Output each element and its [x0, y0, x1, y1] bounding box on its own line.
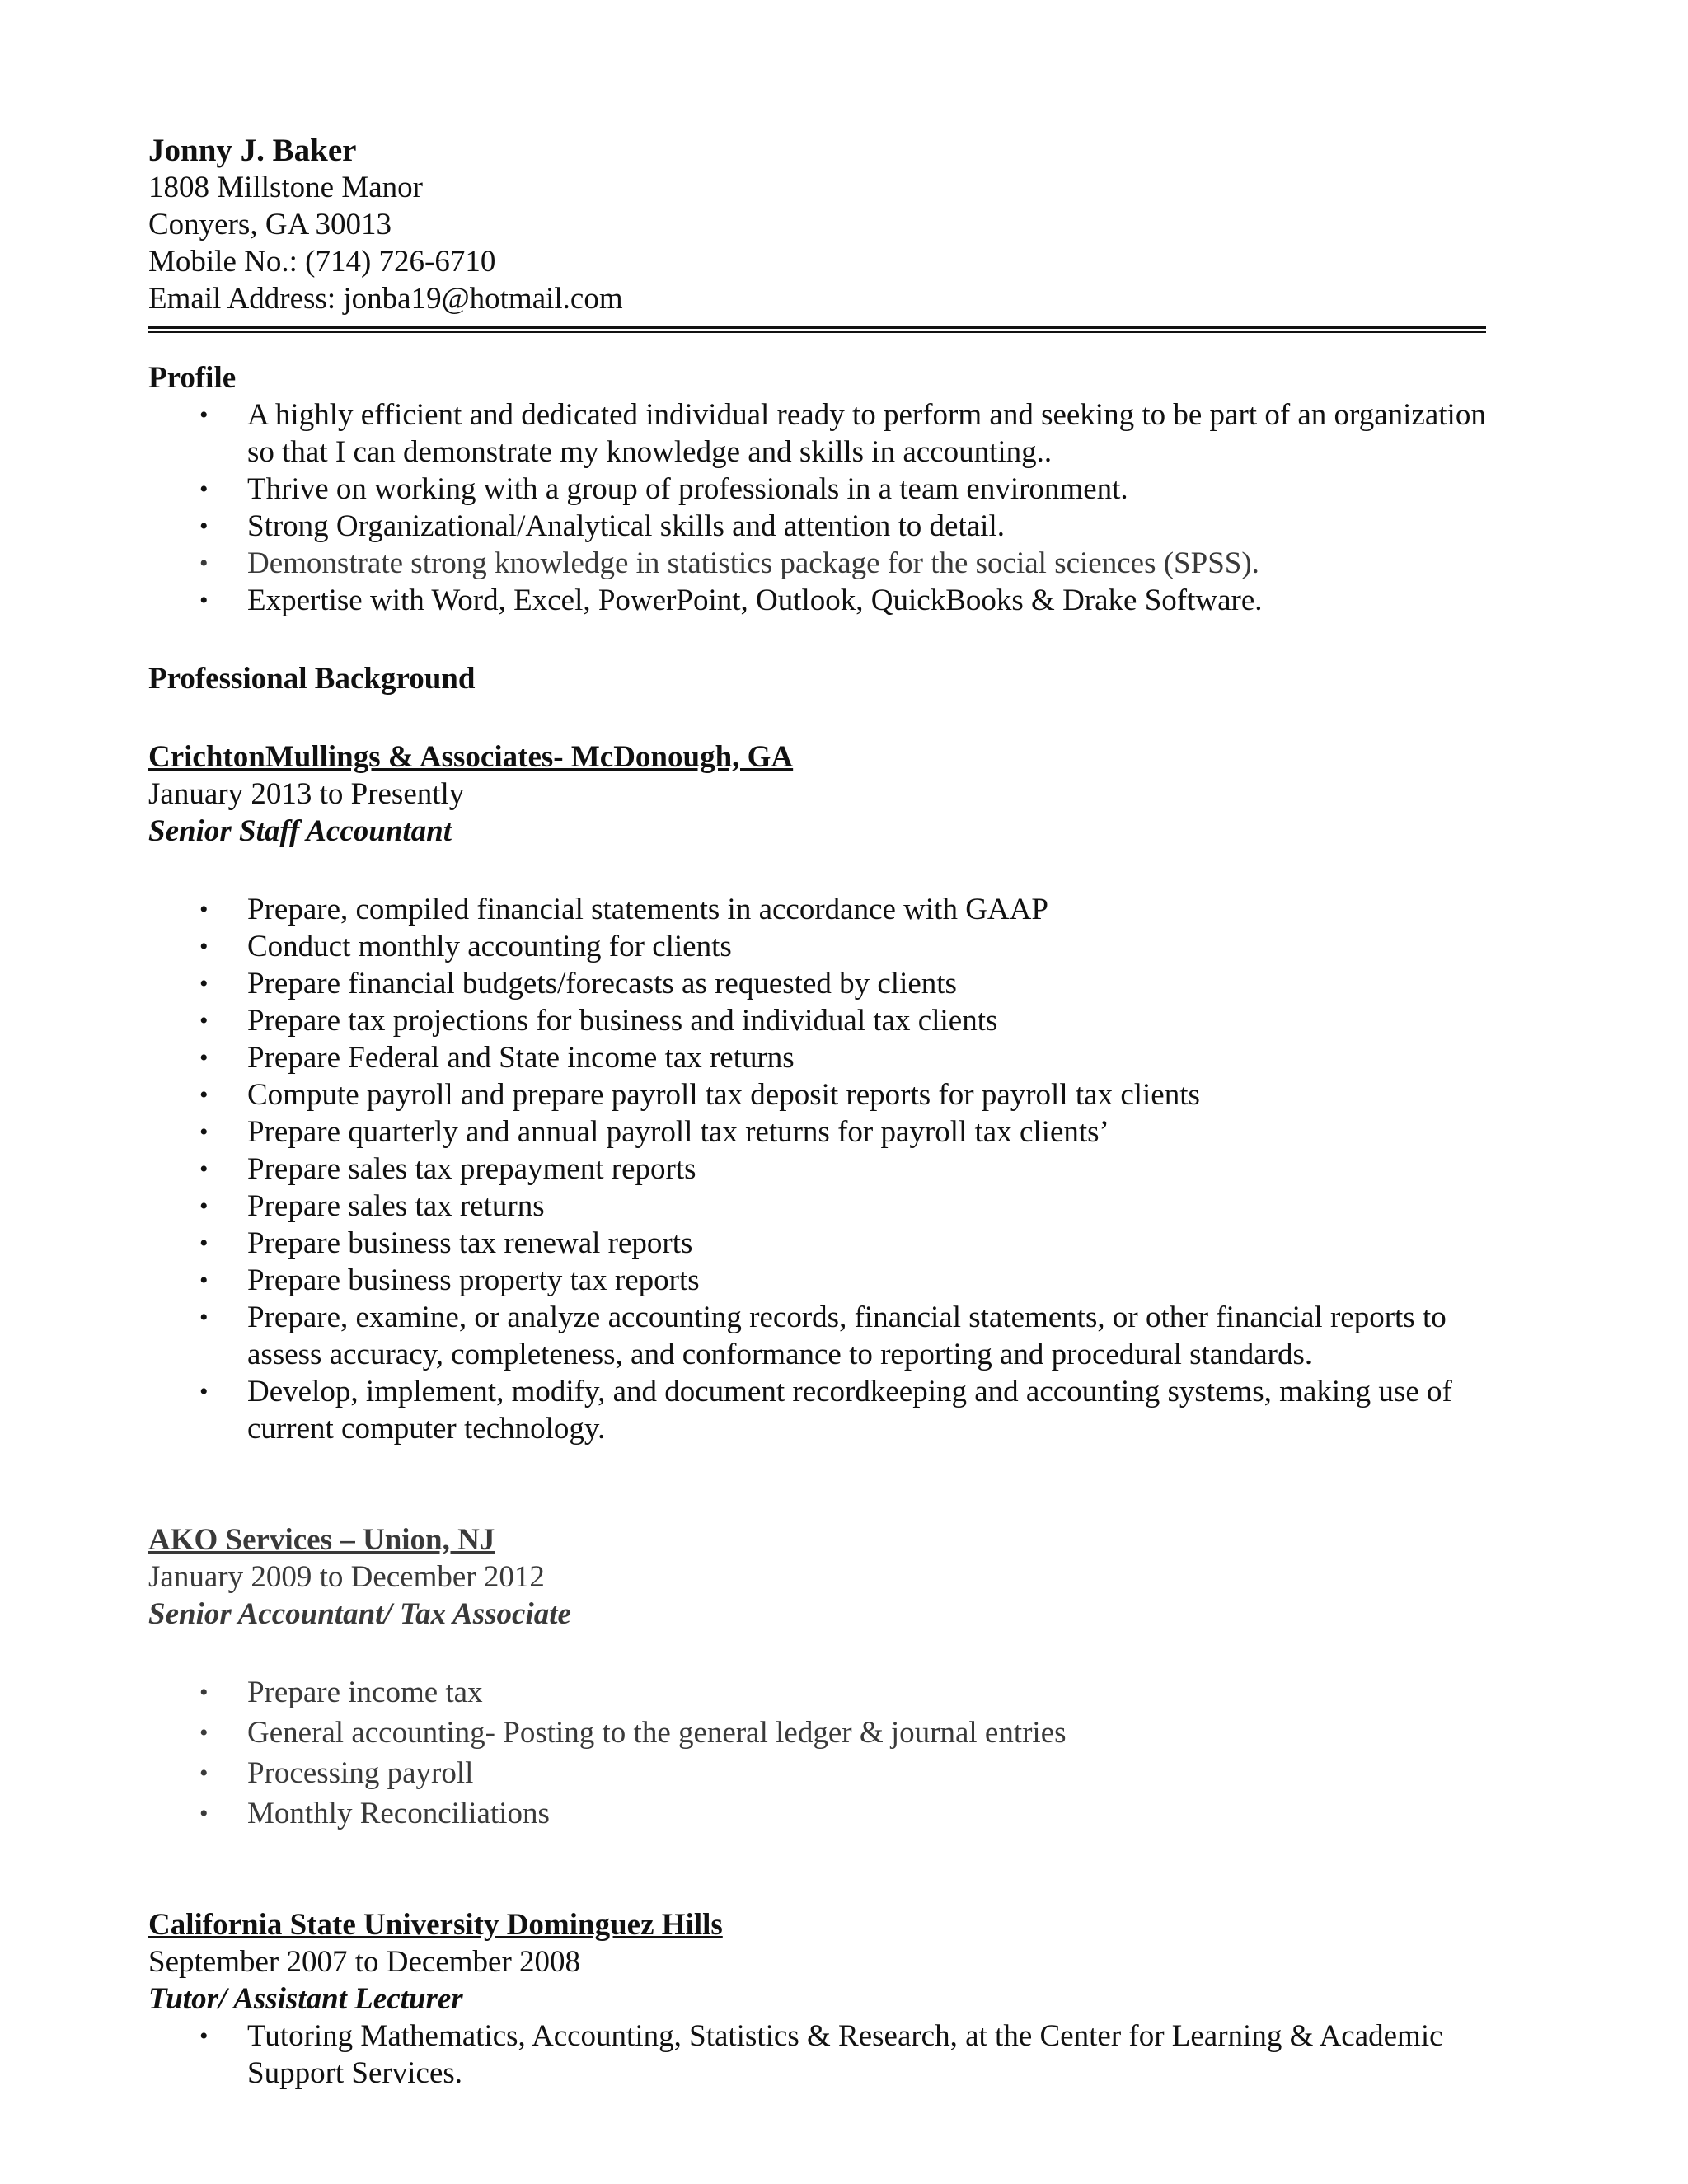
bullet-icon: •	[199, 1155, 209, 1183]
list-item: • Prepare Federal and State income tax returns	[199, 1041, 795, 1075]
bullet-icon: •	[199, 1304, 209, 1331]
bullet-icon: •	[199, 1118, 209, 1146]
list-item: • Compute payroll and prepare payroll tax deposit reports for payroll tax clients	[199, 1078, 1200, 1112]
bullet-icon: •	[199, 1044, 209, 1071]
bullet-icon: •	[199, 1230, 209, 1257]
bullet-icon: •	[199, 896, 209, 923]
bullet-icon: •	[199, 1193, 209, 1220]
list-item: • Thrive on working with a group of professionals in a team environment.	[199, 472, 1128, 506]
email-address: Email Address: jonba19@hotmail.com	[148, 282, 623, 316]
bullet-icon: •	[199, 401, 209, 429]
list-item: • Demonstrate strong knowledge in statistics package for the social sciences (SPSS).	[199, 546, 1259, 580]
header-divider	[148, 326, 1486, 333]
duties-list	[148, 1674, 1502, 1832]
applicant-name: Jonny J. Baker	[148, 133, 357, 168]
job-dates: January 2013 to Presently	[148, 777, 465, 811]
company-name: CrichtonMullings & Associates- McDonough, GA	[148, 740, 794, 774]
list-item: • Conduct monthly accounting for clients	[199, 930, 732, 963]
list-item: • Prepare, examine, or analyze accounting records, financial statements, or other financial reports to assess accuracy, completeness, and conformance to reporting and procedural standards.	[199, 1301, 1447, 1371]
job-title: Senior Accountant/ Tax Associate	[148, 1597, 571, 1631]
bullet-icon: •	[199, 1719, 209, 1746]
company-name: California State University Dominguez Hills	[148, 1908, 723, 1942]
list-item: • Prepare sales tax prepayment reports	[199, 1152, 696, 1186]
list-item: • Prepare business property tax reports	[199, 1263, 700, 1297]
job-title: Tutor/ Assistant Lecturer	[148, 1982, 463, 2016]
bullet-icon: •	[199, 2022, 209, 2050]
job-dates: January 2009 to December 2012	[148, 1560, 545, 1594]
list-item: • Tutoring Mathematics, Accounting, Statistics & Research, at the Center for Learning & Academic Support Services.	[199, 2019, 1443, 2090]
bullet-icon: •	[199, 587, 209, 614]
bullet-icon: •	[199, 1081, 209, 1108]
list-item: • Prepare financial budgets/forecasts as requested by clients	[199, 967, 957, 1001]
profile-list	[148, 396, 1502, 619]
job-entry	[148, 1521, 1502, 1832]
duties-list	[148, 891, 1502, 1447]
list-item: • Monthly Reconciliations	[199, 1797, 550, 1830]
address-line-2: Conyers, GA 30013	[148, 208, 392, 241]
list-item: • Prepare quarterly and annual payroll tax returns for payroll tax clients’	[199, 1115, 1109, 1149]
bullet-icon: •	[199, 1760, 209, 1787]
list-item: • Processing payroll	[199, 1756, 474, 1790]
list-item: • General accounting- Posting to the general ledger & journal entries	[199, 1716, 1067, 1750]
address-line-1: 1808 Millstone Manor	[148, 171, 423, 204]
bullet-icon: •	[199, 970, 209, 997]
bullet-icon: •	[199, 476, 209, 503]
duties-list	[148, 2018, 1502, 2092]
list-item: • Prepare tax projections for business and individual tax clients	[199, 1004, 998, 1038]
bullet-icon: •	[199, 1007, 209, 1034]
bullet-icon: •	[199, 1679, 209, 1706]
contact-block	[148, 132, 1502, 317]
list-item: • Develop, implement, modify, and document recordkeeping and accounting systems, making use of current computer technology.	[199, 1375, 1452, 1446]
list-item: • Prepare income tax	[199, 1675, 483, 1709]
bullet-icon: •	[199, 513, 209, 540]
bullet-icon: •	[199, 1267, 209, 1294]
list-item: • Prepare business tax renewal reports	[199, 1226, 693, 1260]
bullet-icon: •	[199, 550, 209, 577]
list-item: • Strong Organizational/Analytical skills and attention to detail.	[199, 509, 1005, 543]
list-item: • Prepare sales tax returns	[199, 1189, 545, 1223]
job-dates: September 2007 to December 2008	[148, 1945, 581, 1979]
list-item: • Expertise with Word, Excel, PowerPoint, Outlook, QuickBooks & Drake Software.	[199, 583, 1263, 617]
profile-heading: Profile	[148, 361, 237, 395]
bullet-icon: •	[199, 1800, 209, 1827]
job-entry	[148, 1906, 1502, 2092]
mobile-number: Mobile No.: (714) 726-6710	[148, 245, 496, 279]
job-title: Senior Staff Accountant	[148, 814, 452, 848]
bullet-icon: •	[199, 933, 209, 960]
list-item: • Prepare, compiled financial statements in accordance with GAAP	[199, 893, 1048, 926]
profile-section	[148, 359, 1502, 619]
list-item: • A highly efficient and dedicated individual ready to perform and seeking to be part of an organization so that I can demonstrate my knowledge and skills in accounting..	[199, 398, 1486, 469]
professional-background-heading: Professional Background	[148, 662, 476, 696]
job-entry	[148, 738, 1502, 1447]
company-name: AKO Services – Union, NJ	[148, 1523, 495, 1557]
bullet-icon: •	[199, 1378, 209, 1405]
